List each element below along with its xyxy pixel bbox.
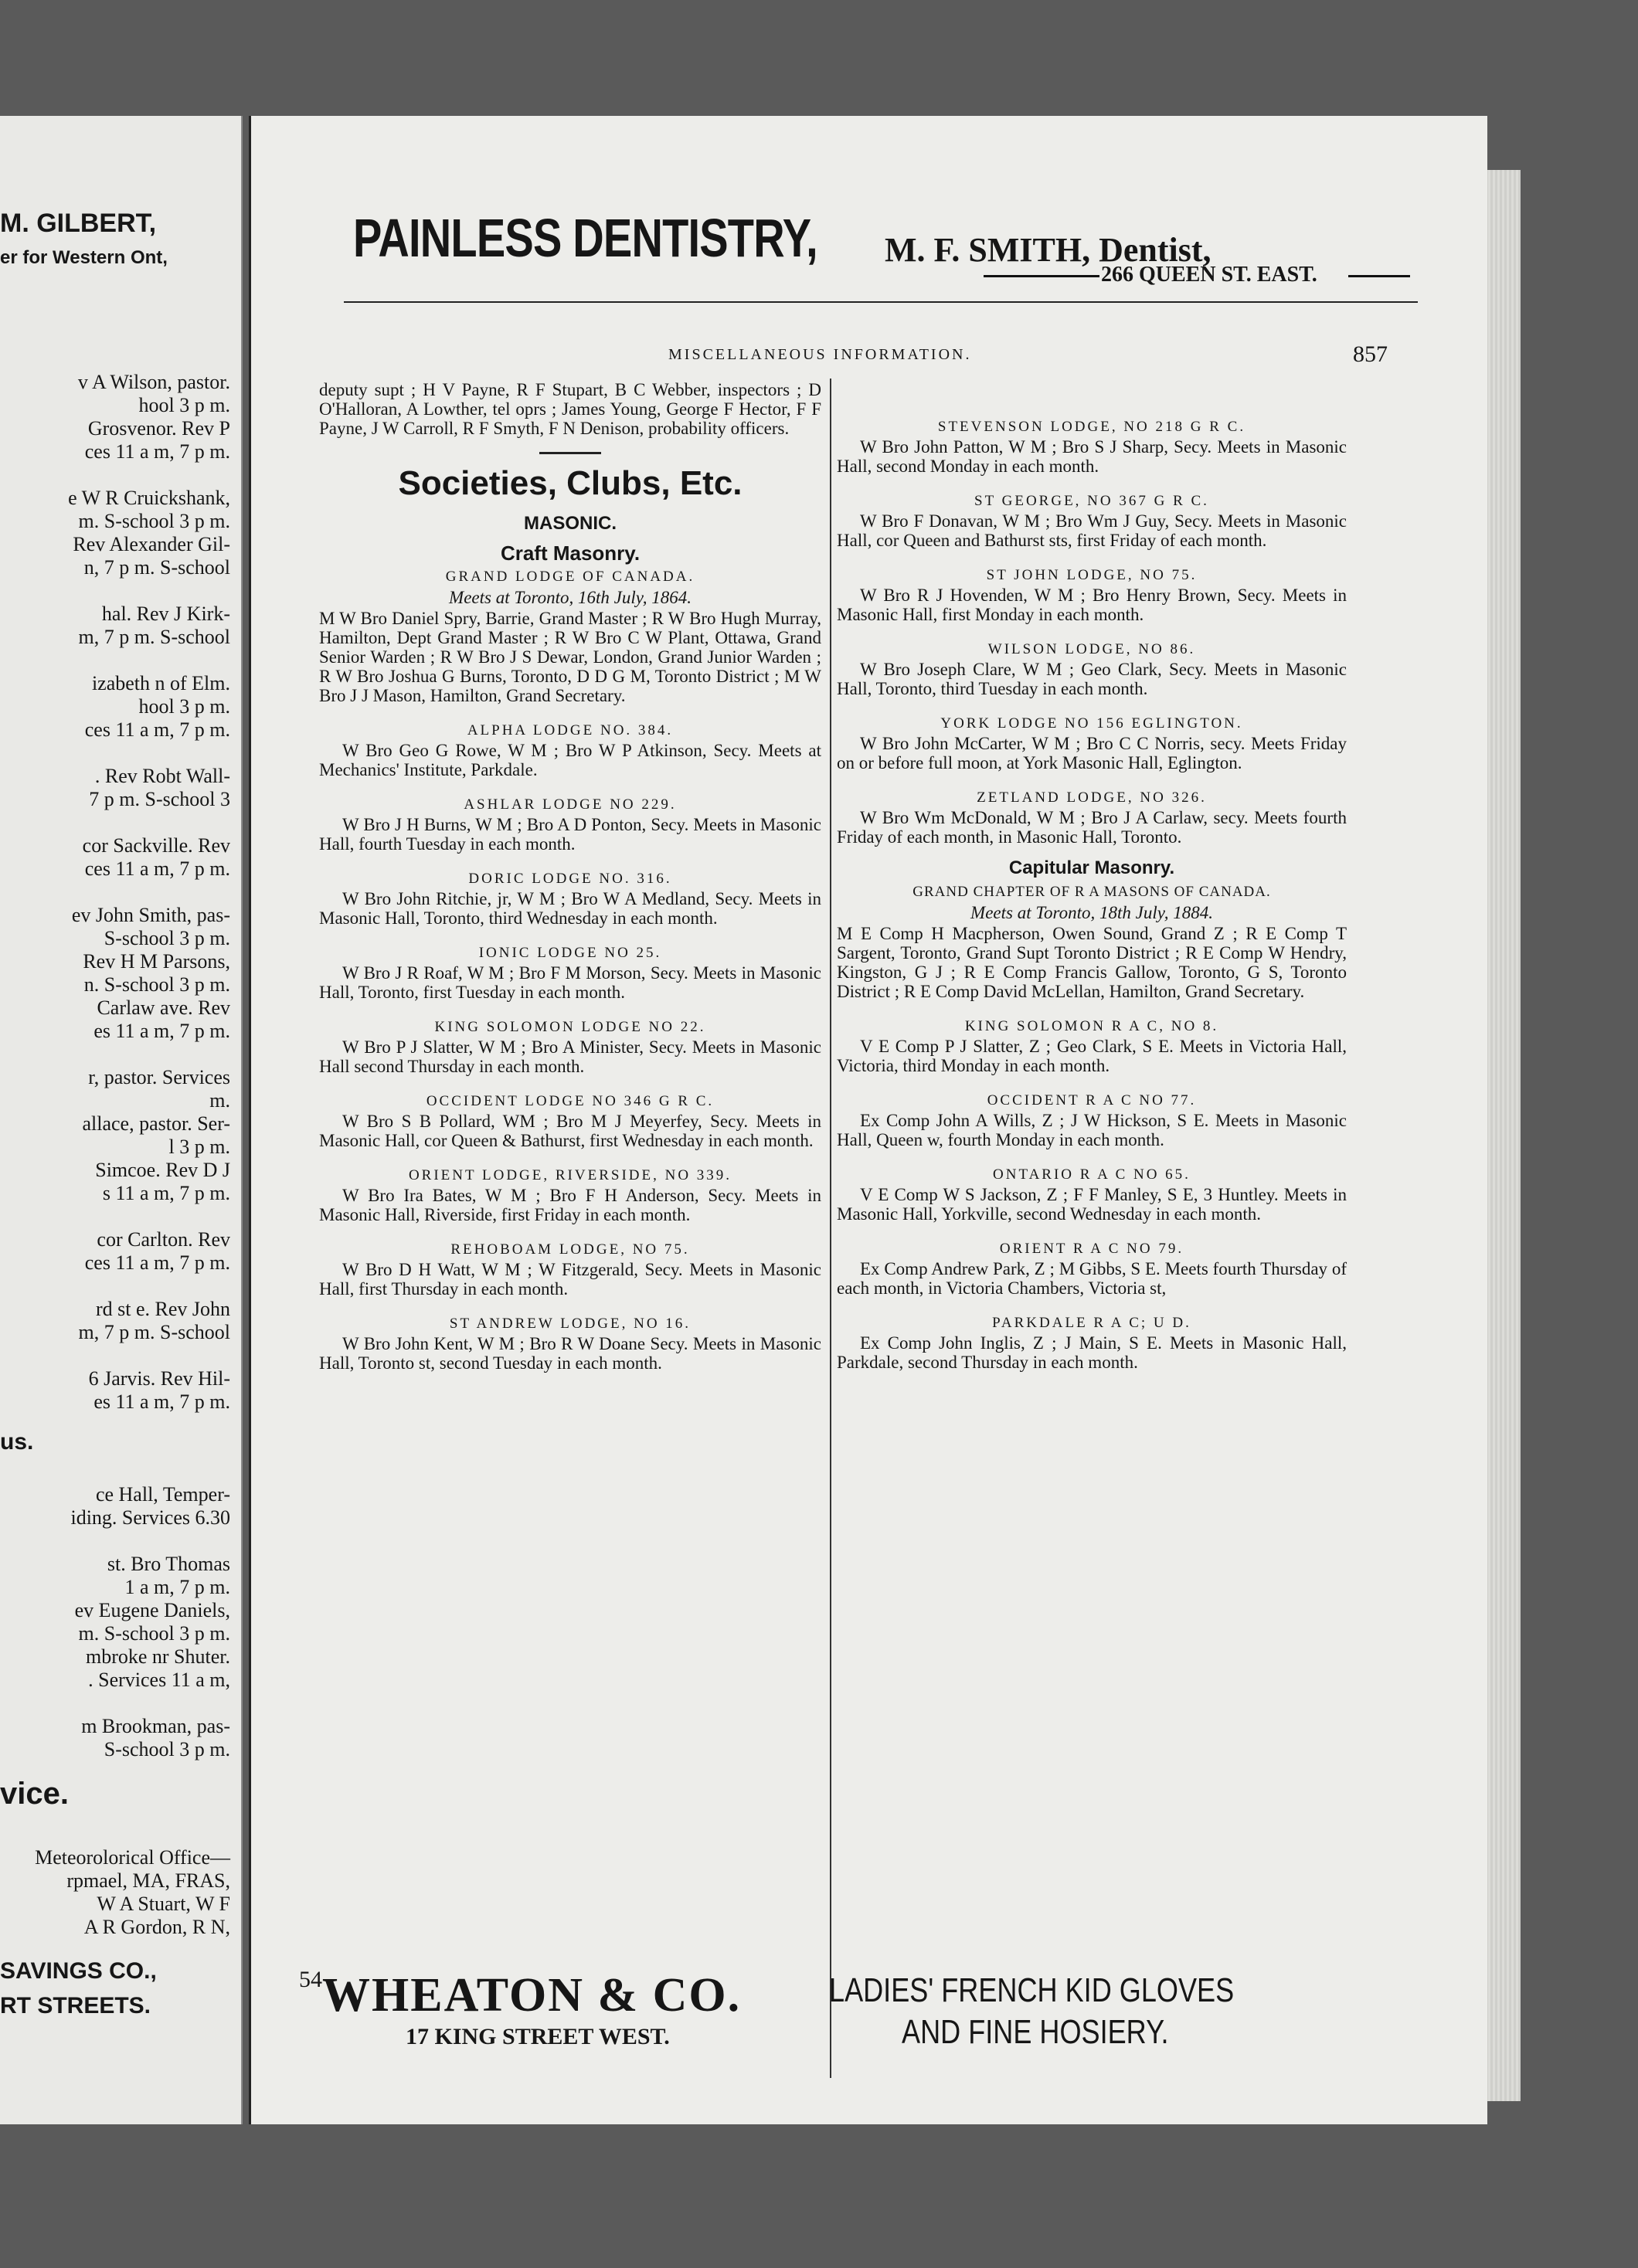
left-page-line: es 11 a m, 7 p m.	[93, 1020, 230, 1042]
lodge-name: ALPHA LODGE NO. 384.	[467, 722, 674, 738]
left-page-line: m Brookman, pas-	[81, 1715, 230, 1737]
left-page-line: m. S-school 3 p m.	[78, 510, 230, 532]
section-title: Societies, Clubs, Etc.	[398, 464, 743, 502]
lodge-name: PARKDALE R A C; U D.	[992, 1315, 1191, 1331]
left-page-line: e W R Cruickshank,	[68, 487, 230, 509]
lodge-details: W Bro John Patton, W M ; Bro S J Sharp, Secy. Meets in Masonic Hall, second Monday in each month.	[837, 437, 1347, 476]
chapter-list	[837, 1017, 1347, 1372]
painless-dentistry-ad: PAINLESS DENTISTRY,	[353, 208, 817, 268]
lodge-name: ONTARIO R A C NO 65.	[993, 1166, 1191, 1183]
left-page-line: ces 11 a m, 7 p m.	[84, 440, 230, 463]
left-page-line: r, pastor. Services	[88, 1066, 230, 1088]
left-page-line: ces 11 a m, 7 p m.	[84, 857, 230, 880]
left-ad-name: M. GILBERT,	[0, 209, 157, 238]
left-page-line: 1 a m, 7 p m.	[124, 1576, 230, 1598]
rule-left	[984, 275, 1099, 277]
header-rule	[344, 301, 1418, 303]
right-lodge-list	[837, 417, 1347, 847]
left-page-line: n, 7 p m. S-school	[83, 556, 230, 579]
left-page-line: Carlaw ave. Rev	[97, 996, 230, 1019]
left-heading-vice: vice.	[0, 1777, 69, 1811]
left-page-line: rpmael, MA, FRAS,	[66, 1869, 230, 1892]
left-page-line: cor Sackville. Rev	[82, 834, 230, 857]
grand-chapter-heading: GRAND CHAPTER OF R A MASONS OF CANADA.	[912, 884, 1271, 900]
craft-masonry-heading: Craft Masonry.	[500, 542, 641, 565]
lodge-details: V E Comp P J Slatter, Z ; Geo Clark, S E. Meets in Victoria Hall, Victoria, third Monday in each month.	[837, 1037, 1347, 1075]
left-page-line: allace, pastor. Ser-	[82, 1112, 230, 1135]
left-page-line: ce Hall, Temper-	[95, 1483, 230, 1506]
left-page-line: ces 11 a m, 7 p m.	[84, 718, 230, 741]
running-head-title: MISCELLANEOUS INFORMATION.	[668, 346, 972, 363]
lodge-name: OCCIDENT R A C NO 77.	[987, 1092, 1197, 1109]
dentist-name: M. F. SMITH, Dentist,	[885, 231, 1212, 269]
gloves-ad-line2: AND FINE HOSIERY.	[902, 2013, 1169, 2051]
lodge-details: W Bro John Ritchie, jr, W M ; Bro W A Medland, Secy. Meets in Masonic Hall, Toronto, third Wednesday in each month.	[319, 889, 821, 928]
lodge-name: KING SOLOMON R A C, NO 8.	[964, 1018, 1219, 1034]
lodge-name: KING SOLOMON LODGE NO 22.	[434, 1019, 706, 1035]
lodge-name: ASHLAR LODGE NO 229.	[464, 796, 677, 813]
left-page-line: v A Wilson, pastor.	[77, 371, 230, 393]
left-page-line: Grosvenor. Rev P	[87, 417, 230, 440]
lodge-name: DORIC LODGE NO. 316.	[468, 871, 672, 887]
lodge-details: Ex Comp Andrew Park, Z ; M Gibbs, S E. Meets fourth Thursday of each month, in Victoria Chambers, Victoria st,	[837, 1259, 1347, 1298]
left-page-line: m. S-school 3 p m.	[78, 1622, 230, 1645]
lodge-name: ORIENT LODGE, RIVERSIDE, NO 339.	[408, 1167, 732, 1183]
lodge-name: ST ANDREW LODGE, NO 16.	[449, 1316, 692, 1332]
left-page-line: 6 Jarvis. Rev Hil-	[88, 1367, 230, 1390]
grand-lodge-meets: Meets at Toronto, 16th July, 1864.	[449, 588, 692, 607]
dentist-address: 266 QUEEN ST. EAST.	[1101, 263, 1317, 287]
lodge-details: W Bro John Kent, W M ; Bro R W Doane Secy. Meets in Masonic Hall, Toronto st, second Tuesday in each month.	[319, 1334, 821, 1373]
lodge-details: W Bro John McCarter, W M ; Bro C C Norris, secy. Meets Friday on or before full moon, at York Masonic Hall, Eglington.	[837, 734, 1347, 772]
lodge-details: W Bro Ira Bates, W M ; Bro F H Anderson, Secy. Meets in Masonic Hall, Riverside, first Friday in each month.	[319, 1186, 821, 1224]
lodge-details: W Bro J H Burns, W M ; Bro A D Ponton, Secy. Meets in Masonic Hall, fourth Tuesday in each month.	[319, 815, 821, 854]
footer-number: 54	[299, 1967, 322, 1992]
page-edges	[1483, 170, 1521, 2101]
left-page-line: m, 7 p m. S-school	[78, 1321, 230, 1343]
section-divider	[539, 452, 601, 454]
left-page-line: es 11 a m, 7 p m.	[93, 1390, 230, 1413]
directory-page	[249, 116, 1487, 2124]
grand-chapter-meets: Meets at Toronto, 18th July, 1884.	[970, 903, 1213, 922]
left-footer-1: SAVINGS CO.,	[0, 1958, 157, 1984]
lodge-details: W Bro P J Slatter, W M ; Bro A Minister, Secy. Meets in Masonic Hall second Thursday in each month.	[319, 1037, 821, 1076]
lodge-details: W Bro D H Watt, W M ; W Fitzgerald, Secy. Meets in Masonic Hall, first Thursday in each month.	[319, 1260, 821, 1299]
left-page-line: ev John Smith, pas-	[71, 904, 230, 926]
left-page-line: mbroke nr Shuter.	[85, 1645, 230, 1668]
lodge-name: IONIC LODGE NO 25.	[478, 945, 662, 961]
lodge-details: Ex Comp John Inglis, Z ; J Main, S E. Meets in Masonic Hall, Parkdale, second Thursday in each month.	[837, 1333, 1347, 1372]
right-column	[837, 402, 1347, 1372]
lodge-details: W Bro Joseph Clare, W M ; Geo Clark, Secy. Meets in Masonic Hall, Toronto, third Tuesday in each month.	[837, 660, 1347, 698]
lodge-details: Ex Comp John A Wills, Z ; J W Hickson, S E. Meets in Masonic Hall, Queen w, fourth Monday in each month.	[837, 1111, 1347, 1149]
page-number: 857	[1353, 341, 1388, 367]
left-page-line: m.	[209, 1089, 230, 1112]
lodge-details: W Bro S B Pollard, WM ; Bro M J Meyerfey, Secy. Meets in Masonic Hall, cor Queen & Bathurst, first Wednesday in each month.	[319, 1112, 821, 1150]
left-page-line: n. S-school 3 p m.	[83, 973, 230, 996]
lodge-details: V E Comp W S Jackson, Z ; F F Manley, S E, 3 Huntley. Meets in Masonic Hall, Yorkville, second Wednesday in each month.	[837, 1185, 1347, 1224]
grand-chapter-officers: M E Comp H Macpherson, Owen Sound, Grand Z ; R E Comp T Sargent, Toronto, Grand Supt Toronto District ; R E Comp W Hendry, Kingston, G J ; R E Comp Francis Gallow, Toronto, G S, Toronto District ; R E Comp David McLellan, Hamilton, Grand Secretary.	[837, 924, 1347, 1001]
left-page-line: m, 7 p m. S-school	[78, 626, 230, 648]
left-heading-us: us.	[0, 1429, 34, 1455]
left-page-line: ev Eugene Daniels,	[74, 1599, 230, 1621]
left-page-line: . Rev Robt Wall-	[94, 765, 230, 787]
lodge-name: ST JOHN LODGE, NO 75.	[986, 567, 1198, 583]
left-page-line: A R Gordon, R N,	[83, 1916, 230, 1938]
gloves-ad-line1: LADIES' FRENCH KID GLOVES	[829, 1971, 1235, 2009]
left-page-line: Meteorolorical Office—	[35, 1846, 230, 1869]
lodge-name: STEVENSON LODGE, NO 218 G R C.	[937, 419, 1246, 435]
left-column	[319, 380, 821, 1373]
left-lodge-list	[319, 721, 821, 1373]
lodge-name: OCCIDENT LODGE NO 346 G R C.	[426, 1093, 715, 1109]
lodge-details: W Bro Geo G Rowe, W M ; Bro W P Atkinson, Secy. Meets at Mechanics' Institute, Parkdale.	[319, 741, 821, 779]
left-page-line: s 11 a m, 7 p m.	[102, 1182, 230, 1204]
lodge-details: W Bro F Donavan, W M ; Bro Wm J Guy, Secy. Meets in Masonic Hall, cor Queen and Bathurst sts, first Friday of each month.	[837, 511, 1347, 550]
left-page-line: rd st e. Rev John	[95, 1298, 230, 1320]
lodge-name: ZETLAND LODGE, NO 326.	[977, 789, 1207, 806]
grand-lodge-heading: GRAND LODGE OF CANADA.	[445, 569, 695, 585]
intro-paragraph: deputy supt ; H V Payne, R F Stupart, B C Webber, inspectors ; D O'Halloran, A Lowther, tel oprs ; James Young, George F Hector, F F Payne, J W Carroll, R F Smyth, F N Denison, probability officers.	[319, 380, 821, 438]
left-page-line: Rev Alexander Gil-	[73, 533, 230, 555]
grand-lodge-officers: M W Bro Daniel Spry, Barrie, Grand Master ; R W Bro Hugh Murray, Hamilton, Dept Grand Master ; R W Bro C W Plant, Ottawa, Grand Senior Warden ; R W Bro J S Dewar, London, Grand Junior Warden ; R W Bro Joshua G Burns, Toronto, D D G M, Toronto District ; M W Bro J J Mason, Hamilton, Grand Secretary.	[319, 609, 821, 705]
lodge-name: REHOBOAM LODGE, NO 75.	[450, 1241, 690, 1258]
rule-right	[1348, 275, 1410, 277]
left-page-line: cor Carlton. Rev	[97, 1228, 230, 1251]
left-page-line: hool 3 p m.	[138, 695, 230, 718]
left-page-line: ces 11 a m, 7 p m.	[84, 1251, 230, 1274]
left-page-line: izabeth n of Elm.	[91, 672, 230, 694]
masonic-heading: MASONIC.	[524, 513, 617, 534]
left-page-line: S-school 3 p m.	[104, 1738, 230, 1760]
capitular-heading: Capitular Masonry.	[1008, 857, 1175, 878]
previous-page-fragment	[0, 116, 243, 2124]
wheaton-address: 17 KING STREET WEST.	[406, 2024, 670, 2049]
left-page-line: st. Bro Thomas	[107, 1553, 230, 1575]
lodge-details: W Bro Wm McDonald, W M ; Bro J A Carlaw, secy. Meets fourth Friday of each month, in Masonic Hall, Toronto.	[837, 808, 1347, 847]
left-page-line: Simcoe. Rev D J	[95, 1159, 230, 1181]
left-page-line: iding. Services 6.30	[70, 1506, 230, 1529]
lodge-name: YORK LODGE NO 156 EGLINGTON.	[940, 715, 1243, 732]
left-page-line: . Services 11 a m,	[88, 1669, 230, 1691]
lodge-name: ST GEORGE, NO 367 G R C.	[974, 493, 1209, 509]
lodge-name: WILSON LODGE, NO 86.	[987, 641, 1196, 657]
left-footer-2: RT STREETS.	[0, 1993, 151, 2018]
left-page-line: hal. Rev J Kirk-	[101, 603, 230, 625]
left-ad-subtitle: er for Western Ont,	[0, 247, 168, 268]
left-page-line: Rev H M Parsons,	[83, 950, 230, 973]
left-page-line: hool 3 p m.	[138, 394, 230, 416]
lodge-name: ORIENT R A C NO 79.	[999, 1241, 1184, 1257]
lodge-details: W Bro J R Roaf, W M ; Bro F M Morson, Secy. Meets in Masonic Hall, Toronto, first Tuesday in each month.	[319, 963, 821, 1002]
wheaton-company: WHEATON & CO.	[322, 1969, 742, 2022]
lodge-details: W Bro R J Hovenden, W M ; Bro Henry Brown, Secy. Meets in Masonic Hall, first Monday in each month.	[837, 586, 1347, 624]
left-page-line: l 3 p m.	[168, 1136, 230, 1158]
left-page-line: S-school 3 p m.	[104, 927, 230, 949]
column-divider	[830, 379, 831, 2078]
left-page-line: 7 p m. S-school 3	[89, 788, 230, 810]
left-page-line: W A Stuart, W F	[97, 1893, 230, 1915]
